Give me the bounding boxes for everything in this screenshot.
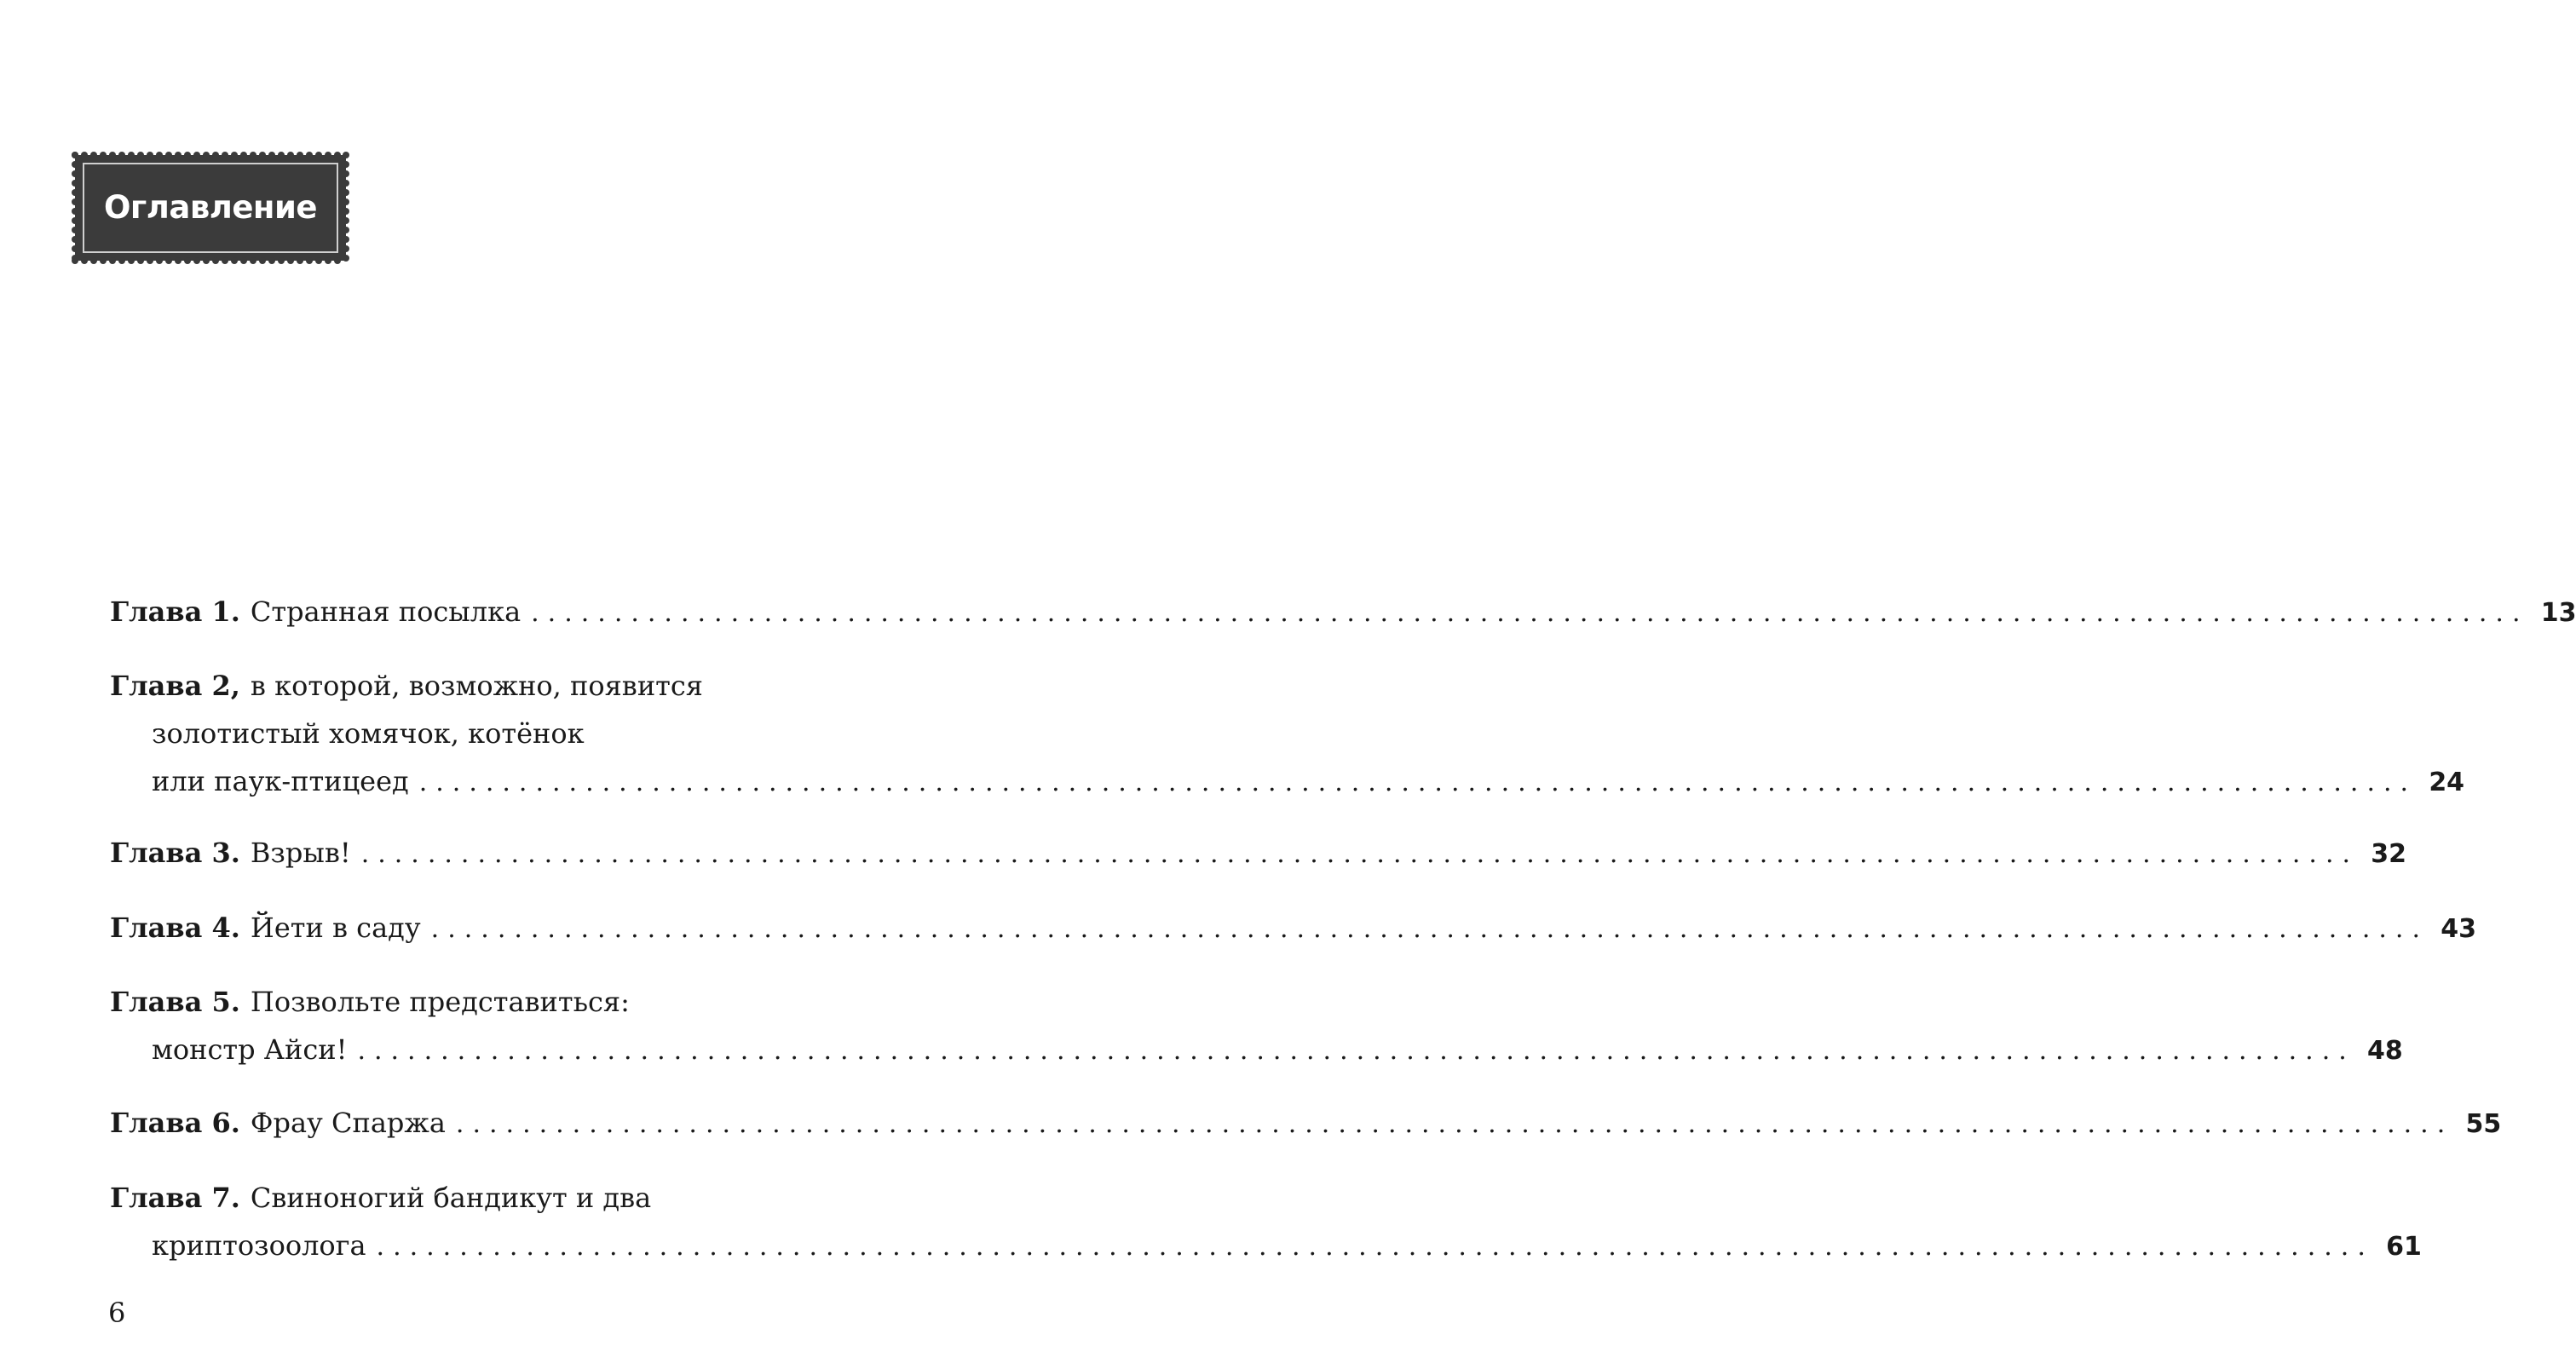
toc-line-continued [110, 1026, 2403, 1073]
toc-line-continued [110, 1222, 2422, 1269]
page-number: 61 [2386, 1232, 2422, 1262]
chapter-label: Глава 3. [110, 837, 240, 869]
toc-line-continued [110, 710, 835, 757]
page-number: 48 [2367, 1036, 2403, 1066]
toc-line [110, 904, 2477, 952]
toc-line-continued [110, 757, 2465, 805]
toc-line [110, 978, 835, 1026]
chapter-title: Фрау Спаржа [250, 1107, 446, 1139]
page-number: 24 [2429, 768, 2465, 797]
chapter-label: Глава 2, [110, 670, 240, 702]
toc-entry-4 [110, 904, 2477, 952]
page-number: 13 [2540, 598, 2576, 628]
toc-entry-1 [110, 588, 2576, 636]
page-number: 32 [2371, 839, 2407, 869]
chapter-title-continued: или паук-птицеед [152, 765, 409, 797]
chapter-title: в которой, возможно, появится [250, 670, 703, 702]
dot-leader: ........................................................................................................................ [376, 1232, 2374, 1262]
chapter-title-continued: монстр Айси! [152, 1033, 348, 1066]
chapter-title-continued: криптозоолога [152, 1229, 366, 1262]
chapter-title: Позвольте представиться: [250, 986, 630, 1018]
toc-line [110, 1174, 835, 1222]
toc-entry-5 [110, 978, 2403, 1073]
chapter-label: Глава 6. [110, 1107, 240, 1139]
dot-leader: ........................................................................................................................ [357, 1036, 2355, 1066]
chapter-title-continued: золотистый хомячок, котёнок [152, 717, 585, 750]
chapter-label: Глава 7. [110, 1182, 240, 1214]
dot-leader: ........................................................................................................................ [418, 768, 2418, 797]
toc-line [110, 1099, 2502, 1147]
chapter-title: Странная посылка [250, 595, 522, 628]
toc-entry-6 [110, 1099, 2502, 1147]
toc-entry-2 [110, 662, 2465, 805]
chapter-title: Свиноногий бандикут и два [250, 1182, 652, 1214]
chapter-label: Глава 1. [110, 595, 240, 628]
dot-leader: ........................................................................................................................ [531, 598, 2529, 628]
toc-line [110, 588, 2576, 636]
toc-entry-7 [110, 1174, 2422, 1269]
dot-leader: ........................................................................................................................ [360, 839, 2360, 869]
page-title: Оглавление [103, 189, 318, 226]
chapter-label: Глава 4. [110, 912, 240, 944]
toc-line [110, 829, 2407, 877]
dot-leader: ........................................................................................................................ [455, 1109, 2454, 1139]
toc-entry-3 [110, 829, 2407, 877]
chapter-label: Глава 5. [110, 986, 240, 1018]
folio-page-number: 6 [108, 1297, 126, 1329]
chapter-title: Взрыв! [250, 837, 351, 869]
title-stamp-plaque [72, 152, 349, 264]
toc-line [110, 662, 835, 710]
chapter-title: Йети в саду [250, 912, 421, 944]
page-number: 43 [2441, 914, 2477, 944]
dot-leader: ........................................................................................................................ [430, 914, 2429, 944]
page-number: 55 [2465, 1109, 2502, 1139]
